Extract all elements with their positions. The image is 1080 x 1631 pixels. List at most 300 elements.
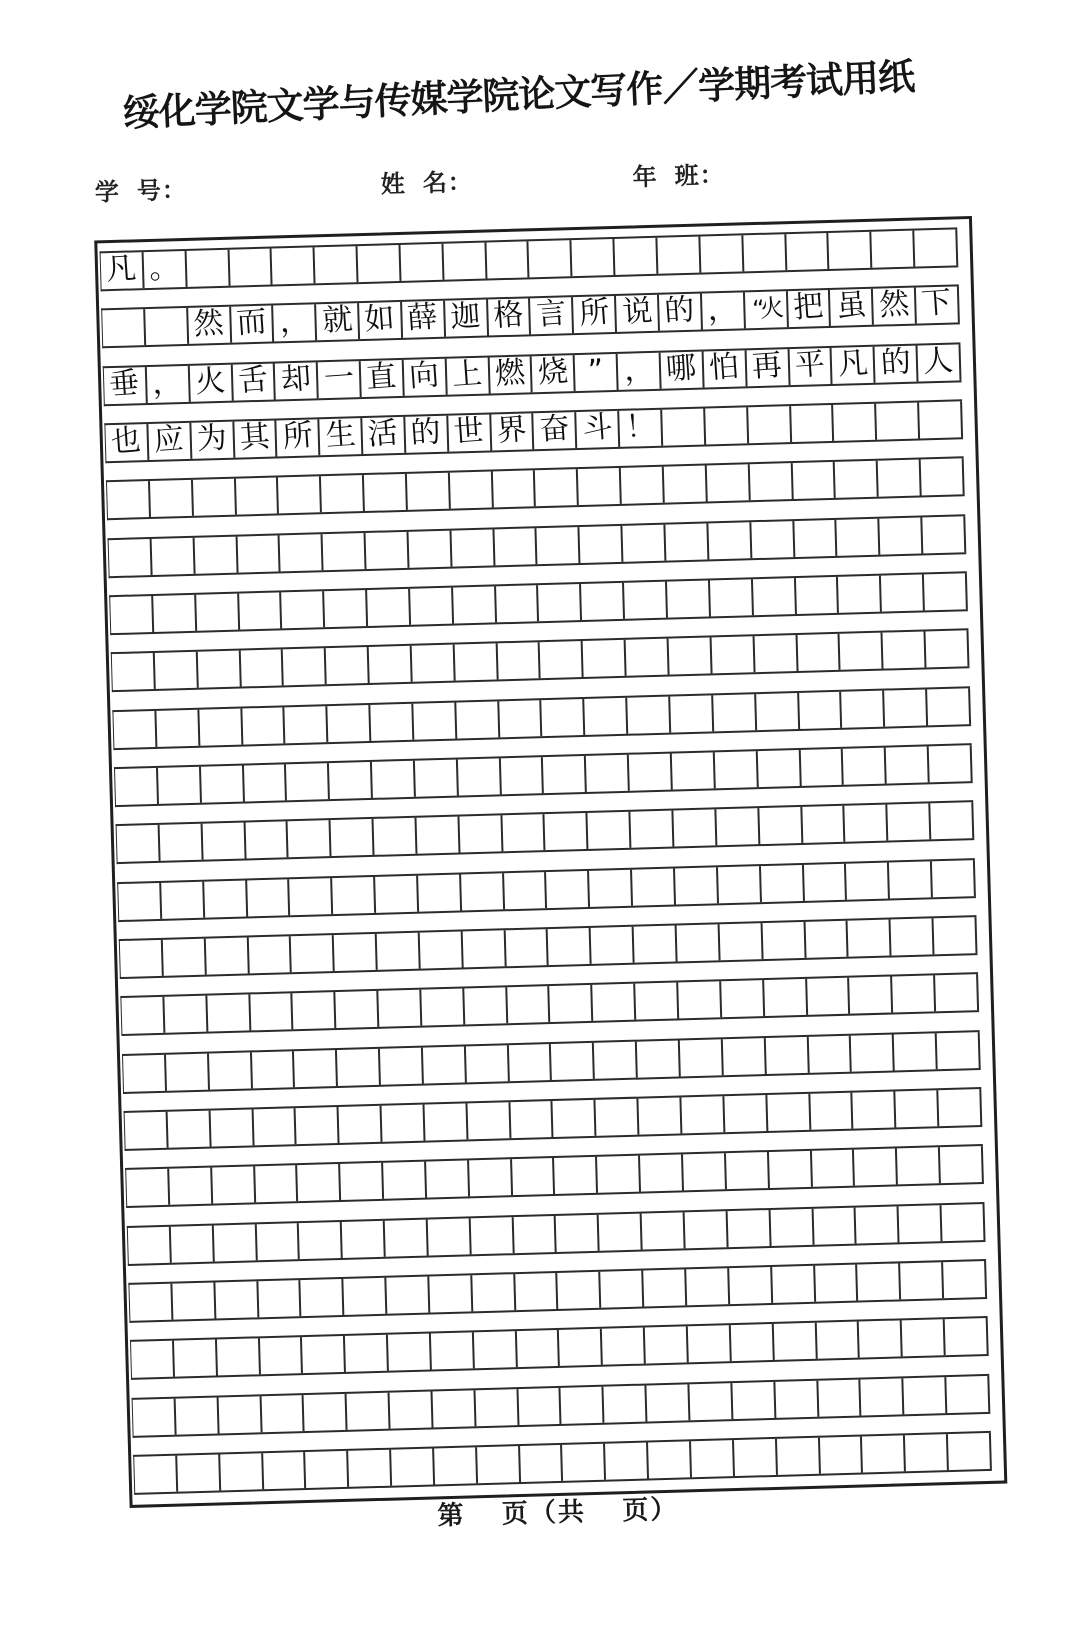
- grid-cell: [837, 518, 881, 555]
- grid-cell: [377, 933, 421, 970]
- grid-cell: [213, 1224, 257, 1261]
- grid-cell: [718, 866, 762, 903]
- handwritten-char: 垂: [108, 365, 141, 403]
- grid-cell: [938, 1089, 982, 1126]
- grid-cell: [253, 1108, 297, 1145]
- grid-cell: [602, 1328, 646, 1365]
- grid-cell: [492, 471, 536, 508]
- handwritten-char: 一: [322, 359, 355, 397]
- grid-cell: [605, 1442, 649, 1479]
- grid-cell: [631, 811, 675, 848]
- grid-cell: [348, 1450, 392, 1487]
- grid-cell: [470, 1217, 514, 1254]
- grid-row: [117, 858, 976, 922]
- grid-cell: [899, 1205, 943, 1242]
- grid-cell: [432, 1390, 476, 1427]
- grid-cell: [940, 1146, 984, 1183]
- grid-cell: [861, 1378, 905, 1415]
- grid-cell: [210, 1109, 254, 1146]
- grid-cell: [372, 761, 416, 798]
- grid-cell: [199, 708, 243, 745]
- grid-cell: [143, 251, 187, 288]
- grid-cell: [342, 1220, 386, 1257]
- grid-cell: [705, 407, 749, 444]
- grid-cell: [155, 652, 199, 689]
- grid-cell: [883, 632, 927, 669]
- grid-cell: [174, 1340, 218, 1377]
- handwritten-char: 燃: [493, 354, 527, 392]
- grid-cell: [520, 1445, 564, 1482]
- grid-cell: [772, 1266, 816, 1303]
- grid-cell: [635, 983, 679, 1020]
- grid-cell: [133, 1398, 177, 1435]
- handwritten-char: 。: [148, 249, 181, 287]
- grid-cell: [681, 1096, 725, 1133]
- grid-cell: [429, 1275, 473, 1312]
- grid-cell: [163, 939, 207, 976]
- grid-cell: [578, 468, 622, 505]
- grid-cell: [677, 924, 721, 961]
- grid-cell: [247, 879, 291, 916]
- grid-cell: [585, 697, 629, 734]
- grid-cell: [464, 988, 508, 1025]
- grid-cell: [734, 1439, 778, 1476]
- grid-cell: [193, 479, 237, 516]
- grid-cell: [161, 881, 205, 918]
- grid-cell: [120, 940, 164, 977]
- grid-cell: [815, 1264, 859, 1301]
- handwritten-char: 生: [324, 416, 357, 454]
- grid-cell: [255, 1165, 299, 1202]
- grid-cell: [597, 1156, 641, 1193]
- grid-cell: [807, 978, 851, 1015]
- grid-cell: [215, 1281, 259, 1318]
- grid-cell: [280, 534, 324, 571]
- grid-cell: [117, 825, 161, 862]
- grid-cell: [169, 1168, 213, 1205]
- grid-cell: [324, 590, 368, 627]
- grid-row: [122, 1030, 981, 1094]
- grid-cell: [664, 466, 708, 503]
- handwritten-char: ，: [151, 364, 184, 402]
- grid-cell: [277, 419, 321, 456]
- grid-cell: [434, 1447, 478, 1484]
- grid-cell: [475, 1389, 519, 1426]
- grid-row: [108, 514, 967, 578]
- handwritten-char: 怕: [707, 348, 741, 386]
- grid-cell: [518, 1387, 562, 1424]
- grid-cell: [545, 813, 589, 850]
- grid-cell: [583, 640, 627, 677]
- grid-cell: [743, 234, 787, 271]
- grid-cell: [749, 463, 793, 500]
- grid-cell: [294, 1050, 338, 1087]
- grid-cell: [110, 596, 154, 633]
- grid-cell: [197, 651, 241, 688]
- grid-cell: [797, 634, 841, 671]
- grid-cell: [408, 530, 452, 567]
- grid-cell: [378, 990, 422, 1027]
- grid-cell: [902, 1319, 946, 1356]
- grid-cell: [291, 935, 335, 972]
- grid-cell: [423, 1046, 467, 1083]
- handwritten-char: 说: [620, 293, 654, 331]
- grid-cell: [830, 289, 874, 326]
- grid-cell: [871, 231, 915, 268]
- grid-cell: [553, 1100, 597, 1137]
- grid-cell: [919, 401, 963, 438]
- grid-cell: [930, 802, 974, 839]
- grid-cell: [332, 876, 376, 913]
- grid-cell: [572, 239, 616, 276]
- grid-cell: [454, 644, 498, 681]
- grid-cell: [662, 408, 706, 445]
- grid-cell: [769, 1151, 813, 1188]
- grid-cell: [459, 816, 503, 853]
- grid-cell: [261, 1395, 305, 1432]
- grid-row: [106, 457, 965, 521]
- grid-cell: [819, 1436, 863, 1473]
- grid-cell: [669, 638, 713, 675]
- grid-cell: [715, 751, 759, 788]
- grid-cell: [405, 416, 449, 453]
- grid-cell: [683, 1153, 727, 1190]
- grid-cell: [358, 245, 402, 282]
- grid-cell: [177, 1454, 221, 1491]
- handwritten-char: 然: [877, 286, 911, 324]
- grid-cell: [856, 1206, 900, 1243]
- grid-cell: [675, 867, 719, 904]
- grid-cell: [477, 1446, 521, 1483]
- handwritten-char: 平: [793, 346, 827, 384]
- grid-cell: [838, 576, 882, 613]
- handwritten-char: 的: [409, 414, 443, 452]
- grid-row: [124, 1087, 983, 1151]
- grid-cell: [795, 577, 839, 614]
- student-name-label: 姓 名：: [380, 169, 474, 199]
- grid-cell: [507, 986, 551, 1023]
- handwritten-char: ”: [586, 352, 605, 389]
- grid-cell: [188, 307, 232, 344]
- grid-cell: [217, 1339, 261, 1376]
- handwritten-char: 上: [451, 355, 484, 393]
- grid-cell: [562, 1444, 606, 1481]
- grid-cell: [854, 1149, 898, 1186]
- grid-cell: [375, 875, 419, 912]
- grid-cell: [661, 351, 705, 388]
- grid-cell: [878, 460, 922, 497]
- grid-cell: [637, 1040, 681, 1077]
- grid-cell: [770, 1208, 814, 1245]
- grid-cell: [450, 472, 494, 509]
- grid-cell: [761, 865, 805, 902]
- handwritten-char: 凡: [105, 250, 138, 288]
- handwritten-char: ，: [278, 303, 311, 341]
- grid-cell: [802, 806, 846, 843]
- grid-cell: [851, 1034, 895, 1071]
- grid-cell: [113, 711, 157, 748]
- grid-cell: [632, 868, 676, 905]
- grid-cell: [306, 1451, 350, 1488]
- handwritten-char: 下: [920, 285, 953, 323]
- grid-cell: [290, 878, 334, 915]
- grid-cell: [237, 535, 281, 572]
- grid-cell: [640, 1155, 684, 1192]
- handwritten-char: 而: [235, 304, 268, 342]
- grid-cell: [412, 645, 456, 682]
- grid-cell: [685, 1211, 729, 1248]
- grid-cell: [904, 1377, 948, 1414]
- grid-cell: [296, 1107, 340, 1144]
- handwritten-char: ，: [706, 291, 739, 329]
- handwritten-char: 迦: [449, 298, 482, 336]
- grid-cell: [678, 982, 722, 1019]
- grid-cell: [474, 1331, 518, 1368]
- grid-row: [120, 972, 979, 1036]
- grid-cell: [234, 420, 278, 457]
- grid-cell: [278, 477, 322, 514]
- grid-cell: [321, 475, 365, 512]
- page-number-footer: 第 页（共 页）: [437, 1494, 679, 1531]
- grid-cell: [932, 860, 976, 897]
- grid-row: [101, 285, 960, 349]
- grid-cell: [550, 985, 594, 1022]
- year-class-label: 年 班：: [632, 162, 726, 192]
- grid-cell: [751, 521, 795, 558]
- grid-cell: [374, 818, 418, 855]
- grid-cell: [131, 1341, 175, 1378]
- grid-cell: [458, 758, 502, 795]
- grid-cell: [724, 1095, 768, 1132]
- handwritten-char: 奋: [538, 410, 571, 448]
- grid-cell: [428, 1218, 472, 1255]
- grid-cell: [892, 976, 936, 1013]
- grid-cell: [107, 481, 151, 518]
- grid-cell: [667, 580, 711, 617]
- grid-cell: [369, 646, 413, 683]
- grid-cell: [575, 354, 619, 391]
- grid-cell: [808, 1035, 852, 1072]
- grid-cell: [745, 291, 789, 328]
- grid-cell: [916, 287, 960, 324]
- grid-cell: [754, 635, 798, 672]
- grid-cell: [787, 290, 831, 327]
- grid-cell: [948, 1433, 992, 1470]
- handwritten-char: 薛: [406, 299, 440, 337]
- grid-cell: [586, 755, 630, 792]
- handwritten-char: 向: [408, 356, 441, 394]
- grid-cell: [800, 749, 844, 786]
- grid-cell: [634, 925, 678, 962]
- grid-cell: [205, 937, 249, 974]
- grid-cell: [927, 688, 971, 725]
- grid-cell: [125, 1112, 169, 1149]
- grid-cell: [126, 1169, 170, 1206]
- grid-cell: [456, 701, 500, 738]
- grid-cell: [402, 301, 446, 338]
- grid-cell: [512, 1158, 556, 1195]
- grid-cell: [657, 237, 701, 274]
- handwritten-char: ，: [622, 350, 655, 389]
- grid-cell: [900, 1262, 944, 1299]
- grid-cell: [446, 357, 490, 394]
- grid-cell: [443, 243, 487, 280]
- grid-row: [111, 629, 970, 693]
- grid-cell: [364, 474, 408, 511]
- grid-cell: [624, 582, 668, 619]
- grid-cell: [746, 349, 790, 386]
- grid-cell: [540, 641, 584, 678]
- grid-cell: [513, 1216, 557, 1253]
- grid-row: [116, 800, 975, 864]
- grid-cell: [832, 346, 876, 383]
- grid-cell: [415, 759, 459, 796]
- grid-cell: [359, 302, 403, 339]
- handwritten-char: 再: [750, 347, 784, 385]
- grid-cell: [537, 527, 581, 564]
- grid-cell: [833, 404, 877, 441]
- grid-cell: [344, 1278, 388, 1315]
- grid-cell: [875, 345, 919, 382]
- handwritten-char: “火: [751, 294, 780, 325]
- grid-cell: [301, 1279, 345, 1316]
- grid-cell: [391, 1448, 435, 1485]
- grid-cell: [209, 1052, 253, 1089]
- grid-cell: [818, 1379, 862, 1416]
- grid-cell: [918, 344, 962, 381]
- handwritten-char: 所: [281, 417, 314, 455]
- grid-cell: [942, 1204, 986, 1241]
- grid-cell: [248, 936, 292, 973]
- grid-cell: [421, 989, 465, 1026]
- grid-cell: [229, 249, 273, 286]
- grid-cell: [115, 768, 159, 805]
- handwritten-char: 世: [452, 413, 486, 451]
- grid-cell: [642, 1212, 686, 1249]
- grid-cell: [298, 1164, 342, 1201]
- handwritten-char: 舌: [236, 361, 270, 399]
- grid-cell: [599, 1213, 643, 1250]
- grid-cell: [263, 1452, 307, 1489]
- grid-cell: [616, 295, 660, 332]
- grid-cell: [686, 1268, 730, 1305]
- grid-cell: [799, 691, 843, 728]
- grid-cell: [604, 1385, 648, 1422]
- grid-cell: [240, 650, 284, 687]
- grid-cell: [810, 1093, 854, 1130]
- grid-cell: [596, 1099, 640, 1136]
- grid-cell: [753, 578, 797, 615]
- grid-cell: [445, 300, 489, 337]
- grid-cell: [469, 1159, 513, 1196]
- grid-row: [109, 571, 968, 635]
- grid-cell: [689, 1383, 733, 1420]
- grid-row: [119, 915, 978, 979]
- grid-cell: [618, 352, 662, 389]
- grid-cell: [789, 348, 833, 385]
- grid-cell: [577, 411, 621, 448]
- grid-cell: [905, 1434, 949, 1471]
- handwritten-char: 格: [492, 297, 525, 335]
- grid-cell: [862, 1435, 906, 1472]
- handwritten-char: 虽: [834, 287, 868, 325]
- grid-cell: [829, 232, 873, 269]
- grid-cell: [250, 993, 294, 1030]
- grid-row: [130, 1316, 989, 1380]
- grid-cell: [672, 752, 716, 789]
- grid-cell: [922, 516, 966, 553]
- grid-cell: [494, 528, 538, 565]
- grid-cell: [589, 869, 633, 906]
- grid-cell: [390, 1391, 434, 1428]
- grid-cell: [623, 524, 667, 561]
- grid-cell: [488, 299, 532, 336]
- grid-cell: [924, 573, 968, 610]
- grid-cell: [274, 305, 318, 342]
- grid-cell: [164, 996, 208, 1033]
- grid-cell: [887, 804, 931, 841]
- grid-cell: [700, 235, 744, 272]
- grid-cell: [943, 1261, 987, 1298]
- grid-cell: [727, 1210, 771, 1247]
- grid-cell: [251, 1051, 295, 1088]
- grid-cell: [466, 1045, 510, 1082]
- grid-cell: [385, 1219, 429, 1256]
- grid-cell: [202, 823, 246, 860]
- grid-cell: [388, 1334, 432, 1371]
- grid-cell: [559, 1329, 603, 1366]
- grid-cell: [159, 824, 203, 861]
- grid-cell: [593, 984, 637, 1021]
- grid-cell: [765, 1036, 809, 1073]
- grid-cell: [486, 241, 530, 278]
- grid-cell: [370, 703, 414, 740]
- grid-cell: [448, 414, 492, 451]
- grid-cell: [889, 861, 933, 898]
- grid-cell: [626, 639, 670, 676]
- grid-cell: [731, 1324, 775, 1361]
- grid-cell: [420, 931, 464, 968]
- grid-cell: [688, 1325, 732, 1362]
- grid-cell: [732, 1381, 776, 1418]
- handwritten-char: 为: [195, 420, 229, 458]
- grid-cell: [380, 1047, 424, 1084]
- grid-cell: [361, 360, 405, 397]
- grid-cell: [112, 653, 156, 690]
- handwritten-char: 言: [535, 296, 568, 334]
- grid-row: [127, 1202, 986, 1266]
- grid-cell: [748, 406, 792, 443]
- grid-cell: [775, 1380, 819, 1417]
- grid-cell: [935, 974, 979, 1011]
- grid-cell: [723, 1038, 767, 1075]
- grid-cell: [189, 364, 233, 401]
- grid-cell: [461, 873, 505, 910]
- grid-cell: [759, 807, 803, 844]
- grid-cell: [129, 1284, 173, 1321]
- grid-cell: [362, 417, 406, 454]
- grid-cell: [275, 362, 319, 399]
- grid-cell: [410, 588, 454, 625]
- grid-cell: [791, 405, 835, 442]
- grid-cell: [326, 647, 370, 684]
- grid-cell: [148, 423, 192, 460]
- grid-cell: [207, 995, 251, 1032]
- grid-cell: [491, 413, 535, 450]
- grid-cell: [648, 1441, 692, 1478]
- grid-cell: [243, 764, 287, 801]
- grid-cell: [104, 367, 148, 404]
